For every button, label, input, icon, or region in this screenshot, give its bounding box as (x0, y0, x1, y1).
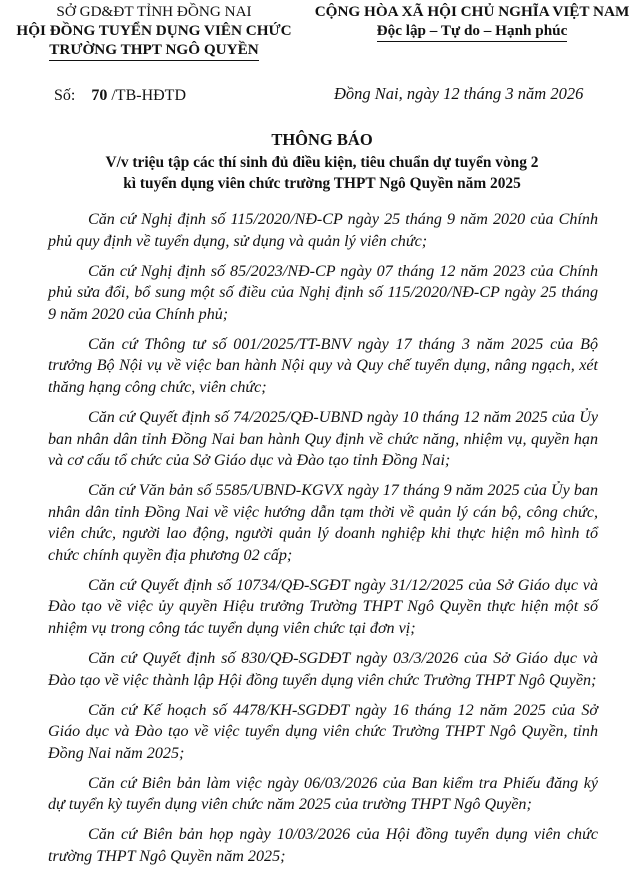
school-name: TRƯỜNG THPT NGÔ QUYỀN (49, 40, 258, 61)
document-body (48, 209, 598, 876)
legal-basis-paragraph: Căn cứ Nghị định số 85/2023/NĐ-CP ngày 07 tháng 12 năm 2023 của Chính phủ sửa đổi, bổ sung một số điều của Nghị định số 115/2020/NĐ-CP ngày 25 tháng 9 năm 2020 của Chính phủ; (48, 262, 598, 323)
legal-basis-paragraph: Căn cứ Quyết định số 10734/QĐ-SGĐT ngày 31/12/2025 của Sở Giáo dục và Đào tạo về việc ủy quyền Hiệu trưởng Trường THPT Ngô Quyền thực hiện một số nhiệm vụ trong công tác tuyển dụng viên chức tại đơn vị; (48, 576, 598, 638)
issuing-agency-block (4, 2, 304, 61)
legal-basis-paragraph: Căn cứ Biên bản họp ngày 10/03/2026 của Hội đồng tuyển dụng viên chức trường THPT Ngô Quyền năm 2025; (48, 826, 598, 865)
nation-name: CỘNG HÒA XÃ HỘI CHỦ NGHĨA VIỆT NAM (314, 3, 630, 20)
national-motto-block (300, 2, 644, 42)
subject-line-1: V/v triệu tập các thí sinh đủ điều kiện, tiêu chuẩn dự tuyển vòng 2 (105, 154, 539, 171)
legal-basis-paragraph: Căn cứ Thông tư số 001/2025/TT-BNV ngày 17 tháng 3 năm 2025 của Bộ trưởng Bộ Nội vụ về việc ban hành Nội quy và Quy chế tuyển dụng, nâng ngạch, xét thăng hạng công chức, viên chức; (48, 335, 598, 396)
legal-basis-paragraph: Căn cứ Quyết định số 830/QĐ-SGDĐT ngày 03/3/2026 của Sở Giáo dục và Đào tạo về việc thành lập Hội đồng tuyển dụng viên chức Trường THPT Ngô Quyền; (48, 650, 598, 689)
legal-basis-paragraph: Căn cứ Nghị định số 115/2020/NĐ-CP ngày 25 tháng 9 năm 2020 của Chính phủ quy định về tuyển dụng, sử dụng và quản lý viên chức; (48, 211, 598, 250)
subject-line-2: kì tuyển dụng viên chức trường THPT Ngô Quyền năm 2025 (123, 175, 521, 192)
motto: Độc lập – Tự do – Hạnh phúc (377, 21, 568, 42)
legal-basis-paragraph: Căn cứ Kế hoạch số 4478/KH-SGDĐT ngày 16 tháng 12 năm 2025 của Sở Giáo dục và Đào tạo về việc tuyển dụng viên chức Trường THPT Ngô Quyền, tỉnh Đồng Nai năm 2025; (48, 701, 598, 762)
document-title: THÔNG BÁO (271, 130, 373, 149)
place-and-date: Đồng Nai, ngày 12 tháng 3 năm 2026 (334, 84, 584, 103)
number-value: 70 (91, 87, 108, 104)
document-subject (0, 152, 644, 194)
council-name: HỘI ĐỒNG TUYỂN DỤNG VIÊN CHỨC (16, 22, 292, 39)
legal-basis-paragraph: Căn cứ Văn bản số 5585/UBND-KGVX ngày 17 tháng 9 năm 2025 của Ủy ban nhân dân tỉnh Đồng Nai về việc hướng dẫn tạm thời về quản lý cán bộ, công chức, viên chức, người lao động, người quản lý doanh nghiệp khi thực hiện mô hình tổ chức chính quyền địa phương 02 cấp; (48, 482, 598, 564)
document-number (54, 86, 186, 106)
number-suffix: /TB-HĐTD (111, 87, 186, 104)
number-prefix: Số: (54, 87, 76, 104)
department-name: SỞ GD&ĐT TỈNH ĐỒNG NAI (56, 3, 252, 20)
legal-basis-paragraph: Căn cứ Quyết định số 74/2025/QĐ-UBND ngày 10 tháng 12 năm 2025 của Ủy ban nhân dân tỉnh Đồng Nai ban hành Quy định về chức năng, nhiệm vụ, quyền hạn và cơ cấu tổ chức của Sở Giáo dục và Đào tạo tỉnh Đồng Nai; (48, 408, 598, 470)
legal-basis-paragraph: Căn cứ Biên bản làm việc ngày 06/03/2026 của Ban kiểm tra Phiếu đăng ký dự tuyển kỳ tuyển dụng viên chức năm 2025 của trường THPT Ngô Quyền; (48, 774, 598, 814)
